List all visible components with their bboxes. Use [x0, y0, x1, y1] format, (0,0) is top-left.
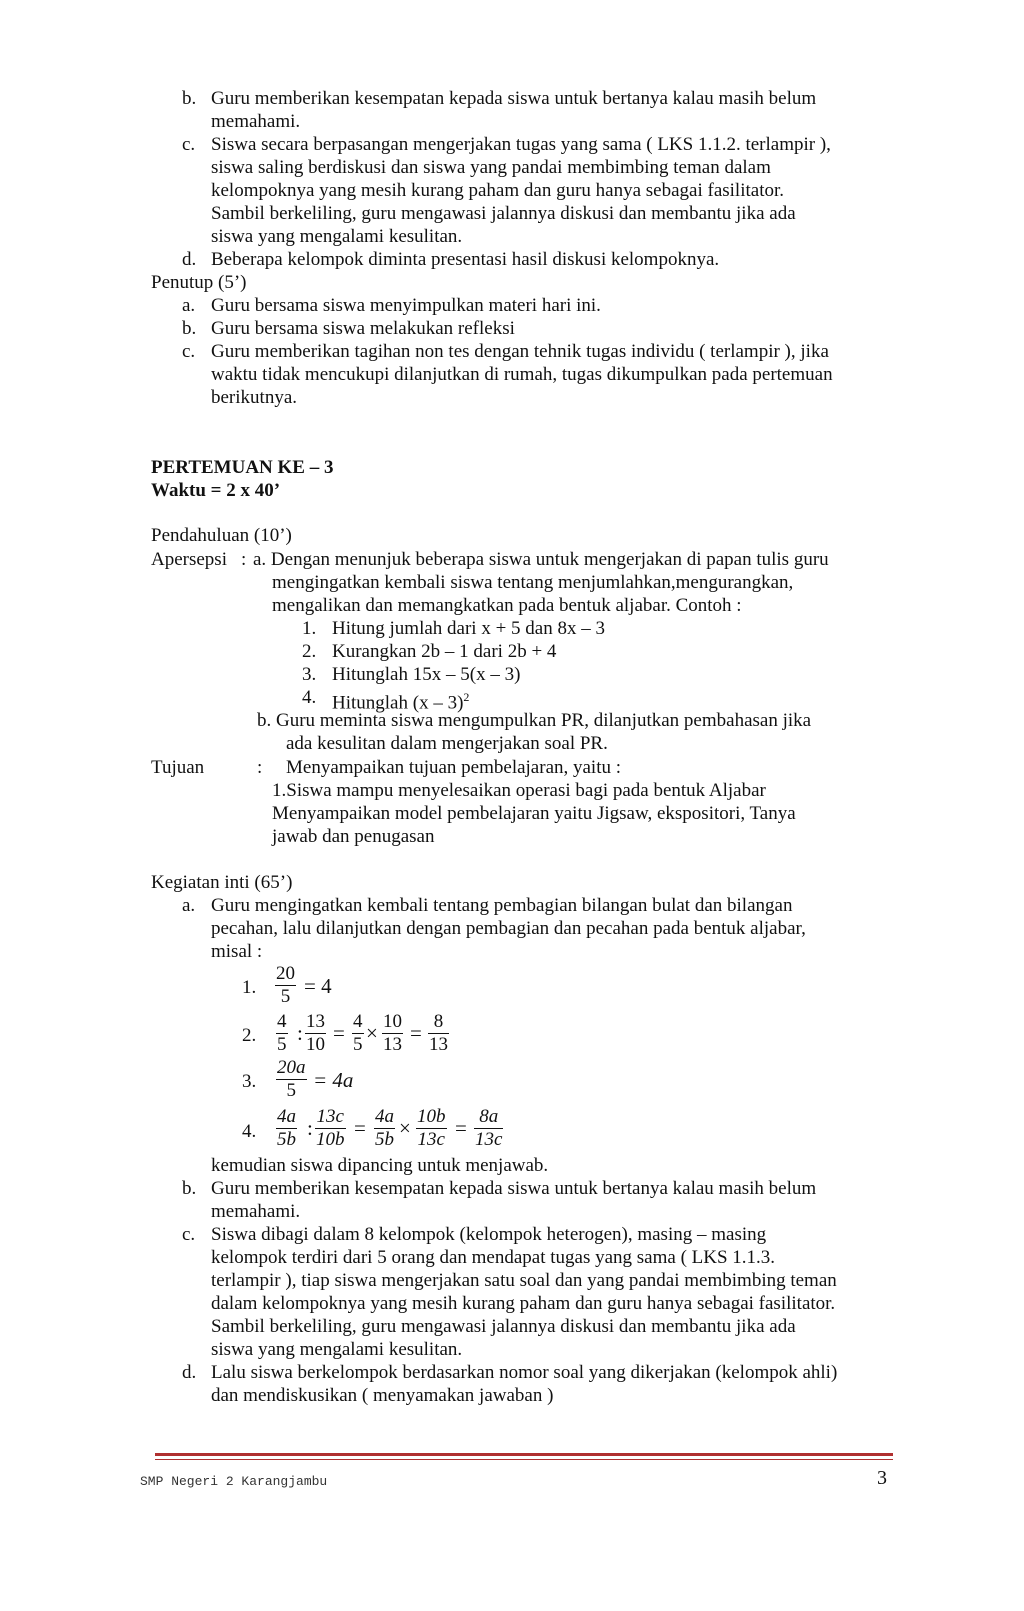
math-number: 2. — [242, 1025, 257, 1046]
meeting-title: PERTEMUAN KE – 3 — [151, 457, 334, 478]
fraction: 20a 5 — [277, 1057, 306, 1101]
fraction: 13 10 — [306, 1011, 325, 1055]
text-line: Guru bersama siswa menyimpulkan materi hari ini. — [211, 295, 601, 316]
footer-rule — [155, 1453, 893, 1456]
math-number: 4. — [242, 1121, 257, 1142]
meeting-time: Waktu = 2 x 40’ — [151, 480, 281, 501]
pendahuluan-heading: Pendahuluan (10’) — [151, 525, 292, 546]
penutup-heading: Penutup (5’) — [151, 272, 247, 293]
text-line: memahami. — [211, 111, 301, 132]
text-line: Siswa secara berpasangan mengerjakan tugas yang sama ( LKS 1.1.2. terlampir ), — [211, 134, 831, 155]
fraction: 10b 13c — [417, 1106, 446, 1150]
fraction: 4a 5b — [277, 1106, 296, 1150]
kegiatan-item-c-marker: c. — [182, 1224, 196, 1245]
fraction: 20 5 — [276, 963, 295, 1007]
text-line: 1.Siswa mampu menyelesaikan operasi bagi pada bentuk Aljabar — [272, 780, 766, 801]
kegiatan-heading: Kegiatan inti (65’) — [151, 872, 293, 893]
text-line: siswa yang mengalami kesulitan. — [211, 1339, 463, 1360]
text-line: Lalu siswa berkelompok berdasarkan nomor soal yang dikerjakan (kelompok ahli) — [211, 1362, 838, 1383]
example-4: Hitunglah (x – 3)$^2$ — [332, 690, 470, 714]
text-line: waktu tidak mencukupi dilanjutkan di rumah, tugas dikumpulkan pada pertemuan — [211, 364, 833, 385]
kegiatan-item-a-marker: a. — [182, 895, 196, 916]
example-3: Hitunglah 15x – 5(x – 3) — [332, 664, 521, 685]
example-number: 4. — [302, 687, 317, 708]
text-line: Guru memberikan tagihan non tes dengan tehnik tugas individu ( terlampir ), jika — [211, 341, 829, 362]
text-line: dan mendiskusikan ( menyamakan jawaban ) — [211, 1385, 554, 1406]
example-1: Hitung jumlah dari x + 5 dan 8x – 3 — [332, 618, 605, 639]
equals-operator: = — [455, 1116, 467, 1140]
equals-operator: = — [333, 1021, 345, 1045]
text-line: siswa yang mengalami kesulitan. — [211, 226, 463, 247]
text-line: siswa saling berdiskusi dan siswa yang pandai membimbing teman dalam — [211, 157, 771, 178]
text-line: memahami. — [211, 1201, 301, 1222]
equals-operator: = — [354, 1116, 366, 1140]
text-line: Guru memberikan kesempatan kepada siswa untuk bertanya kalau masih belum — [211, 1178, 817, 1199]
text-line: berikutnya. — [211, 387, 298, 408]
math-number: 1. — [242, 977, 257, 998]
penutup-item-b-marker: b. — [182, 318, 197, 339]
tujuan-label: Tujuan — [151, 757, 205, 778]
penutup-item-a-marker: a. — [182, 295, 196, 316]
equals-operator: = — [410, 1021, 422, 1045]
text-line: Siswa dibagi dalam 8 kelompok (kelompok heterogen), masing – masing — [211, 1224, 767, 1245]
text-line: a. Dengan menunjuk beberapa siswa untuk mengerjakan di papan tulis guru — [253, 549, 829, 570]
text-line: jawab dan penugasan — [272, 826, 435, 847]
fraction: 10 13 — [383, 1011, 402, 1055]
text-line: ada kesulitan dalam mengerjakan soal PR. — [286, 733, 608, 754]
footer-school-name: SMP Negeri 2 Karangjambu — [140, 1474, 328, 1489]
fraction: 4a 5b — [375, 1106, 394, 1150]
kegiatan-item-d-marker: d. — [182, 1362, 197, 1383]
top-item-c-marker: c. — [182, 134, 196, 155]
text-line: pecahan, lalu dilanjutkan dengan pembagian dan pecahan pada bentuk aljabar, — [211, 918, 806, 939]
text-line: kemudian siswa dipancing untuk menjawab. — [211, 1155, 549, 1176]
example-number: 2. — [302, 641, 317, 662]
text-line: Guru bersama siswa melakukan refleksi — [211, 318, 515, 339]
kegiatan-item-b-marker: b. — [182, 1178, 197, 1199]
fraction: 4 5 — [277, 1011, 287, 1055]
penutup-item-c-marker: c. — [182, 341, 196, 362]
text-line: Menyampaikan model pembelajaran yaitu Jigsaw, ekspositori, Tanya — [272, 803, 796, 824]
footer-rule — [155, 1459, 893, 1460]
text-line: misal : — [211, 941, 263, 962]
divide-operator: : — [307, 1116, 313, 1140]
times-operator: × — [366, 1021, 378, 1045]
colon: : — [257, 757, 263, 778]
text-line: b. Guru meminta siswa mengumpulkan PR, dilanjutkan pembahasan jika — [257, 710, 812, 731]
top-item-d-marker: d. — [182, 249, 197, 270]
text-line: kelompok terdiri dari 5 orang dan mendapat tugas yang sama ( LKS 1.1.3. — [211, 1247, 776, 1268]
text-line: Beberapa kelompok diminta presentasi hasil diskusi kelompoknya. — [211, 249, 720, 270]
math-result: = 4a — [313, 1068, 354, 1092]
math-result: = 4 — [304, 974, 332, 998]
divide-operator: : — [297, 1021, 303, 1045]
apersepsi-label: Apersepsi — [151, 549, 227, 570]
text-line: mengalikan dan memangkatkan pada bentuk aljabar. Contoh : — [272, 595, 742, 616]
page-number: 3 — [877, 1467, 887, 1489]
example-2: Kurangkan 2b – 1 dari 2b + 4 — [332, 641, 557, 662]
top-item-b-marker: b. — [182, 88, 197, 109]
text-line: terlampir ), tiap siswa mengerjakan satu soal dan yang pandai membimbing teman — [211, 1270, 837, 1291]
fraction: 13c 10b — [316, 1106, 345, 1150]
colon: : — [241, 549, 247, 570]
fraction: 4 5 — [353, 1011, 363, 1055]
text-line: kelompoknya yang mesih kurang paham dan guru hanya sebagai fasilitator. — [211, 180, 785, 201]
fraction: 8a 13c — [475, 1106, 503, 1150]
example-number: 1. — [302, 618, 317, 639]
text-line: dalam kelompoknya yang mesih kurang paham dan guru hanya sebagai fasilitator. — [211, 1293, 836, 1314]
text-line: Guru memberikan kesempatan kepada siswa untuk bertanya kalau masih belum — [211, 88, 817, 109]
times-operator: × — [399, 1116, 411, 1140]
text-line: Sambil berkeliling, guru mengawasi jalannya diskusi dan membantu jika ada — [211, 203, 796, 224]
text-line: mengingatkan kembali siswa tentang menjumlahkan,mengurangkan, — [272, 572, 794, 593]
tujuan-intro: Menyampaikan tujuan pembelajaran, yaitu : — [286, 757, 622, 778]
example-number: 3. — [302, 664, 317, 685]
text-line: Guru mengingatkan kembali tentang pembagian bilangan bulat dan bilangan — [211, 895, 793, 916]
fraction: 8 13 — [429, 1011, 448, 1055]
text-line: Sambil berkeliling, guru mengawasi jalannya diskusi dan membantu jika ada — [211, 1316, 796, 1337]
math-number: 3. — [242, 1071, 257, 1092]
